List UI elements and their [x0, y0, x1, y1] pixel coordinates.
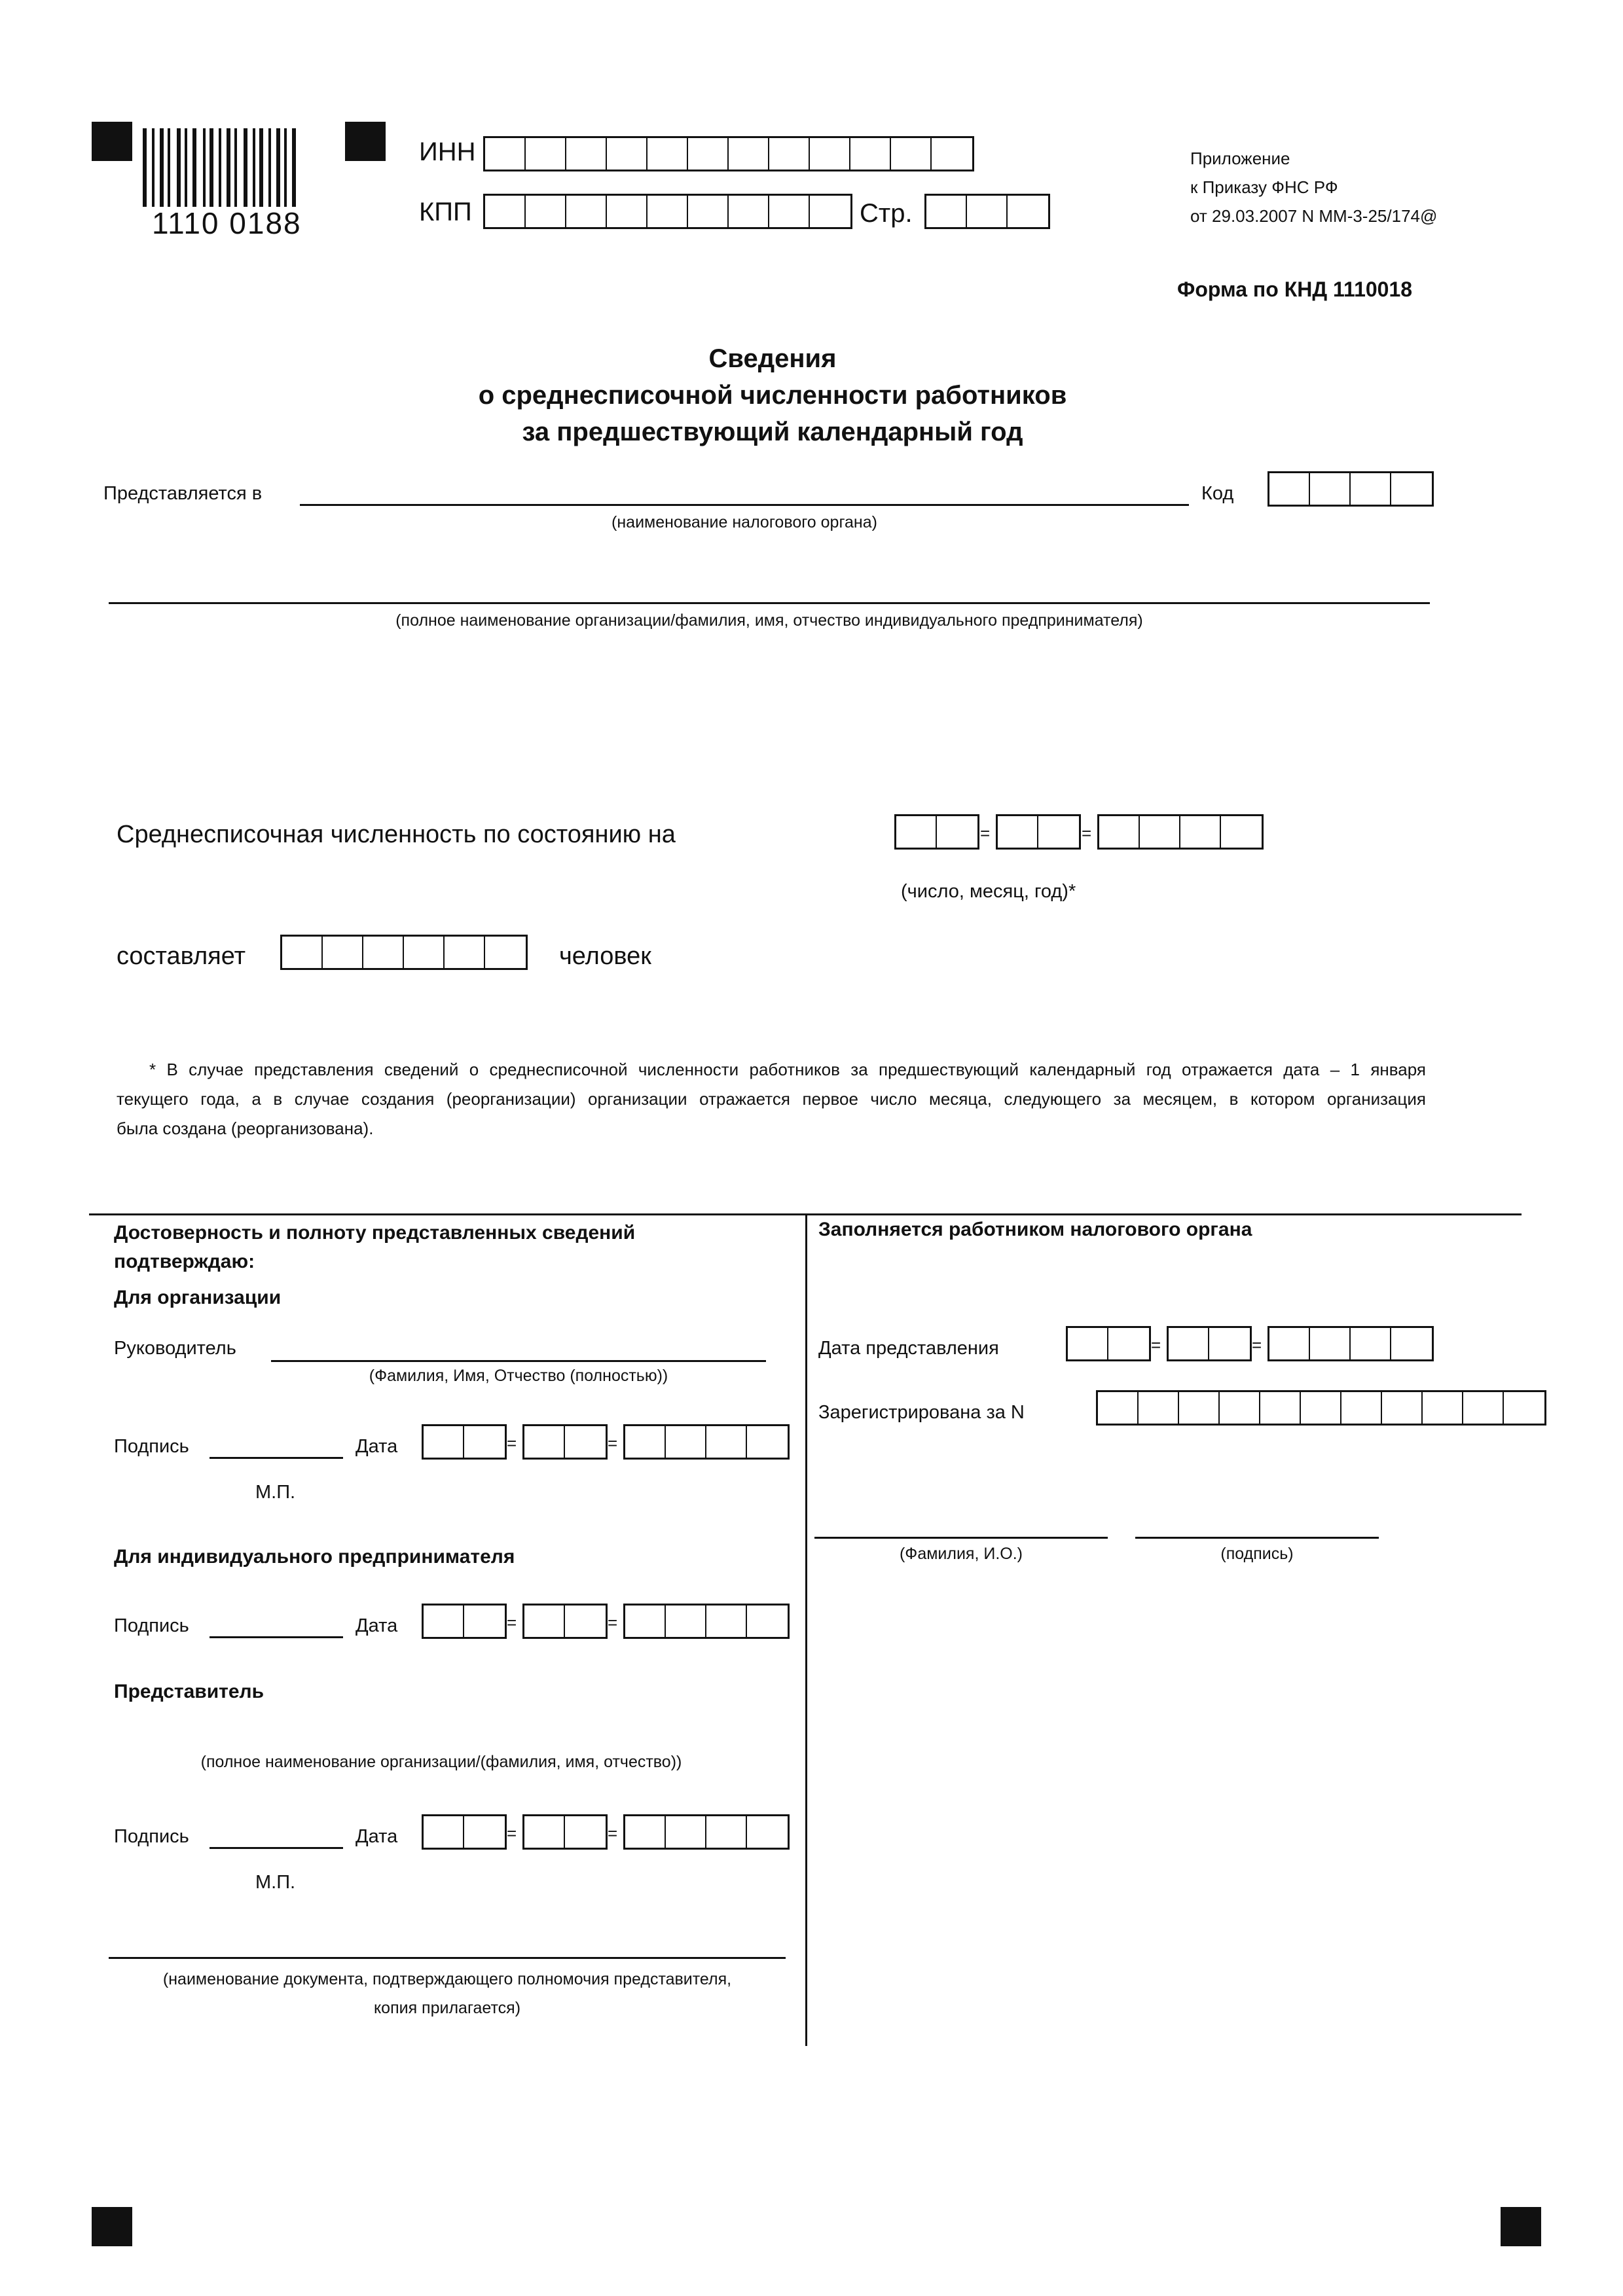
head-label: Руководитель: [114, 1338, 236, 1359]
amount-label: составляет: [117, 942, 246, 970]
headcount-amount-field[interactable]: [280, 935, 528, 970]
confirmation-line-2: подтверждаю:: [114, 1251, 255, 1272]
rep-signature-line[interactable]: [210, 1847, 343, 1849]
headcount-date-caption: (число, месяц, год)*: [901, 881, 1076, 902]
headcount-date-day[interactable]: [894, 814, 979, 850]
confirmation-heading: [114, 1219, 635, 1276]
org-date-day[interactable]: [422, 1424, 507, 1460]
kpp-label: КПП: [419, 198, 472, 226]
ie-signature-label: Подпись: [114, 1615, 189, 1636]
for-organization-heading: Для организации: [114, 1287, 282, 1308]
registration-number-field[interactable]: [1096, 1390, 1546, 1426]
representative-caption: (полное наименование организации/(фамилия, имя, отчество)): [200, 1753, 682, 1771]
page-number-field[interactable]: [924, 194, 1050, 229]
ie-date-month[interactable]: [522, 1604, 608, 1639]
barcode-digits: 1110 0188: [152, 206, 302, 240]
corner-marker-top-mid: [345, 122, 386, 161]
tax-authority-name-line[interactable]: [300, 504, 1189, 506]
document-title: [0, 340, 1545, 450]
headcount-date-year[interactable]: [1097, 814, 1264, 850]
ie-date-year[interactable]: [623, 1604, 790, 1639]
headcount-as-of-label: Среднесписочная численность по состоянию на: [117, 821, 676, 848]
inn-field[interactable]: [483, 136, 974, 171]
page-label: Стр.: [860, 199, 913, 228]
officer-signature-caption: (подпись): [1220, 1545, 1294, 1563]
head-name-caption: (Фамилия, Имя, Отчество (полностью)): [369, 1367, 668, 1385]
title-line-1: Сведения: [708, 344, 837, 373]
authority-doc-line-1: (наименование документа, подтверждающего полномочия представителя,: [162, 1970, 732, 1988]
ie-date-day[interactable]: [422, 1604, 507, 1639]
date-separator: =: [507, 1613, 517, 1632]
date-separator: =: [1082, 823, 1092, 843]
authority-document-caption: [109, 1965, 786, 2022]
org-date-month[interactable]: [522, 1424, 608, 1460]
date-separator: =: [608, 1433, 618, 1453]
footnote-line-1: * В случае представления сведений о среднесписочной численности работников за предшествующий календарный год отражается дата – 1 января: [149, 1060, 1426, 1079]
rep-date-year[interactable]: [623, 1814, 790, 1850]
form-code: Форма по КНД 1110018: [1177, 278, 1413, 301]
submitted-date-month[interactable]: [1167, 1326, 1252, 1361]
headcount-date-month[interactable]: [996, 814, 1081, 850]
submitted-to-label: Представляется в: [103, 483, 263, 504]
tax-authority-code-field[interactable]: [1267, 471, 1434, 507]
appendix-line-2: к Приказу ФНС РФ: [1190, 177, 1338, 197]
ie-signature-line[interactable]: [210, 1636, 343, 1638]
authority-doc-line-2: копия прилагается): [373, 1999, 521, 2017]
title-line-2: о среднесписочной численности работников: [478, 381, 1067, 410]
date-separator: =: [1151, 1335, 1161, 1355]
date-separator: =: [1252, 1335, 1262, 1355]
date-separator: =: [507, 1823, 517, 1843]
submitted-date-day[interactable]: [1066, 1326, 1151, 1361]
corner-marker-bottom-right: [1501, 2207, 1541, 2246]
org-date-label: Дата: [356, 1436, 398, 1457]
title-line-3: за предшествующий календарный год: [522, 418, 1023, 446]
officer-name-caption: (Фамилия, И.О.): [899, 1545, 1023, 1563]
footnote: [117, 1055, 1426, 1143]
registered-label: Зарегистрирована за N: [818, 1402, 1025, 1423]
rep-date-label: Дата: [356, 1826, 398, 1847]
barcode-bars: [143, 128, 333, 207]
date-separator: =: [507, 1433, 517, 1453]
ie-date-label: Дата: [356, 1615, 398, 1636]
rep-stamp-label: М.П.: [255, 1872, 296, 1893]
rep-date-day[interactable]: [422, 1814, 507, 1850]
officer-signature-line[interactable]: [1135, 1537, 1379, 1539]
head-name-line[interactable]: [271, 1360, 766, 1362]
representative-heading: Представитель: [114, 1681, 264, 1702]
organization-name-line[interactable]: [109, 602, 1430, 604]
corner-marker-top-left: [92, 122, 132, 161]
rep-date-month[interactable]: [522, 1814, 608, 1850]
appendix-note: [1190, 144, 1437, 230]
officer-name-line[interactable]: [814, 1537, 1108, 1539]
authority-document-line[interactable]: [109, 1957, 786, 1959]
unit-label: человек: [559, 942, 651, 970]
submitted-date-year[interactable]: [1267, 1326, 1434, 1361]
kpp-field[interactable]: [483, 194, 852, 229]
appendix-line-1: Приложение: [1190, 149, 1290, 168]
organization-name-caption: (полное наименование организации/фамилия, имя, отчество индивидуального предпринимателя): [395, 611, 1143, 630]
date-separator: =: [608, 1823, 618, 1843]
inn-label: ИНН: [419, 137, 476, 166]
org-signature-line[interactable]: [210, 1457, 343, 1459]
column-divider: [805, 1213, 807, 2046]
org-date-year[interactable]: [623, 1424, 790, 1460]
date-separator: =: [608, 1613, 618, 1632]
date-submitted-label: Дата представления: [818, 1338, 999, 1359]
code-label: Код: [1201, 483, 1234, 504]
corner-marker-bottom-left: [92, 2207, 132, 2246]
date-separator: =: [980, 823, 991, 843]
footnote-line-2: текущего года, а в случае создания (реорганизации) организации отражается первое число месяца, следующего за месяцем, в котором организация: [117, 1089, 1426, 1109]
tax-authority-caption: (наименование налогового органа): [611, 513, 877, 531]
org-signature-label: Подпись: [114, 1436, 189, 1457]
barcode: [143, 128, 333, 246]
rep-signature-label: Подпись: [114, 1826, 189, 1847]
for-ie-heading: Для индивидуального предпринимателя: [114, 1546, 515, 1568]
footnote-line-3: была создана (реорганизована).: [117, 1119, 374, 1138]
tax-officer-heading: Заполняется работником налогового органа: [818, 1219, 1252, 1240]
confirmation-line-1: Достоверность и полноту представленных сведений: [114, 1222, 636, 1244]
appendix-line-3: от 29.03.2007 N ММ-3-25/174@: [1190, 206, 1438, 226]
org-stamp-label: М.П.: [255, 1482, 296, 1503]
